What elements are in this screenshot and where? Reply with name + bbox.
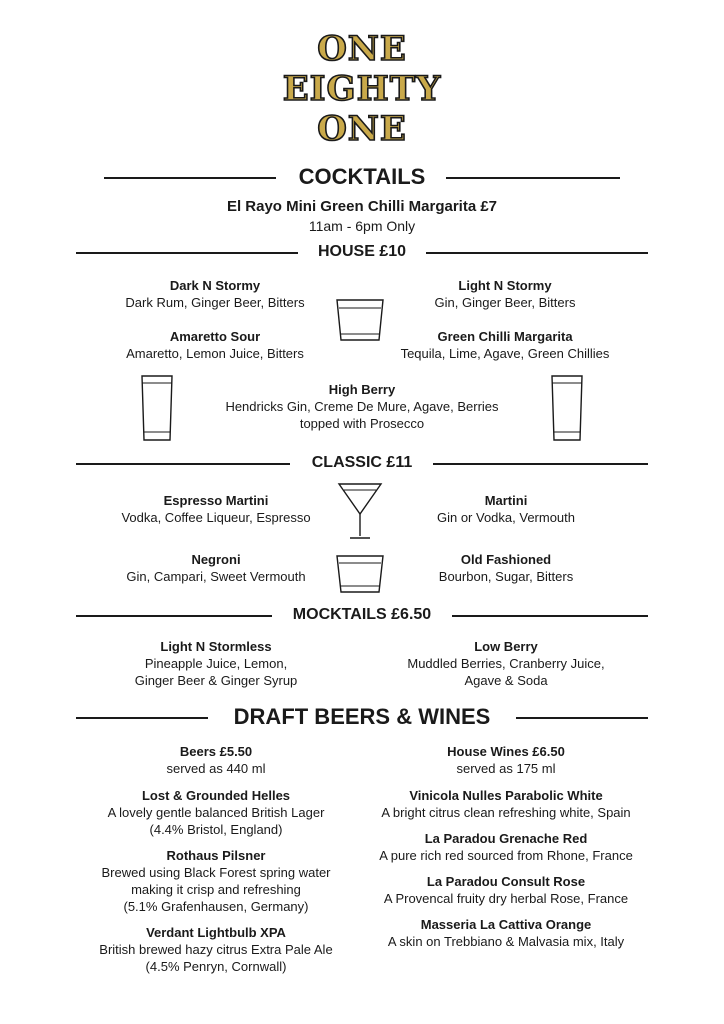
item-desc: Agave & Soda — [464, 673, 548, 688]
item-desc: Ginger Beer & Ginger Syrup — [134, 673, 298, 688]
item-name: La Paradou Consult Rose — [426, 874, 586, 889]
item-name: Low Berry — [474, 639, 538, 654]
item-desc: Brewed using Black Forest spring water — [101, 865, 331, 880]
item-desc: (4.5% Penryn, Cornwall) — [145, 959, 287, 974]
menu-item — [386, 492, 626, 526]
menu-item — [96, 638, 336, 689]
item-name: Martini — [484, 493, 528, 508]
wines-serve: served as 175 ml — [456, 761, 556, 776]
item-name: Espresso Martini — [163, 493, 269, 508]
menu-item — [385, 277, 625, 311]
item-desc: Dark Rum, Ginger Beer, Bitters — [125, 295, 305, 310]
rocks-glass-icon — [334, 553, 386, 595]
menu-item — [95, 277, 335, 311]
draft-heading: DRAFT BEERS & WINES — [233, 704, 491, 729]
menu-item — [192, 381, 532, 432]
beers-serve: served as 440 ml — [166, 761, 266, 776]
item-desc: A pure rich red sourced from Rhone, France — [379, 848, 633, 863]
item-desc: (4.4% Bristol, England) — [149, 822, 283, 837]
item-desc: Hendricks Gin, Creme De Mure, Agave, Berries — [225, 399, 499, 414]
house-heading: HOUSE £10 — [317, 243, 407, 260]
item-name: Amaretto Sour — [169, 329, 261, 344]
item-desc: A skin on Trebbiano & Malvasia mix, Italy — [387, 934, 625, 949]
item-name: Green Chilli Margarita — [437, 329, 573, 344]
item-desc: Gin, Campari, Sweet Vermouth — [126, 569, 306, 584]
item-desc: Gin, Ginger Beer, Bitters — [434, 295, 576, 310]
item-name: Old Fashioned — [460, 552, 552, 567]
item-name: Light N Stormy — [458, 278, 552, 293]
logo-line-one-bottom: ONE — [317, 109, 407, 149]
beers-title: Beers £5.50 — [179, 744, 253, 759]
item-desc: A Provencal fruity dry herbal Rose, France — [383, 891, 629, 906]
item-desc: British brewed hazy citrus Extra Pale Ale — [99, 942, 333, 957]
menu-item — [95, 328, 335, 362]
item-desc: making it crisp and refreshing — [131, 882, 301, 897]
item-name: Lost & Grounded Helles — [141, 788, 291, 803]
wines-column — [356, 743, 656, 950]
item-desc: Muddled Berries, Cranberry Juice, — [407, 656, 605, 671]
item-name: Masseria La Cattiva Orange — [420, 917, 592, 932]
item-desc: A lovely gentle balanced British Lager — [107, 805, 325, 820]
item-name: High Berry — [328, 382, 396, 397]
martini-glass-icon — [336, 480, 384, 542]
promo-title: El Rayo Mini Green Chilli Margarita £7 — [226, 198, 498, 215]
menu-item — [386, 551, 626, 585]
mocktails-heading: MOCKTAILS £6.50 — [292, 606, 432, 623]
beers-column — [76, 743, 356, 975]
rocks-glass-icon — [334, 296, 386, 344]
item-desc: A bright citrus clean refreshing white, Spain — [381, 805, 631, 820]
item-desc: Amaretto, Lemon Juice, Bitters — [126, 346, 304, 361]
item-name: Verdant Lightbulb XPA — [146, 925, 286, 940]
item-desc: Bourbon, Sugar, Bitters — [438, 569, 574, 584]
item-name: Vinicola Nulles Parabolic White — [409, 788, 603, 803]
menu-item — [376, 638, 636, 689]
item-desc: Vodka, Coffee Liqueur, Espresso — [121, 510, 311, 525]
highball-glass-icon — [549, 374, 585, 442]
item-name: La Paradou Grenache Red — [424, 831, 588, 846]
menu-item — [96, 492, 336, 526]
menu-item — [365, 328, 645, 362]
promo-time: 11am - 6pm Only — [308, 218, 416, 234]
cocktails-heading: COCKTAILS — [298, 164, 426, 189]
item-desc: Tequila, Lime, Agave, Green Chillies — [400, 346, 610, 361]
item-desc: topped with Prosecco — [299, 416, 425, 431]
menu-item — [96, 551, 336, 585]
classic-heading: CLASSIC £11 — [311, 454, 413, 471]
item-desc: (5.1% Grafenhausen, Germany) — [123, 899, 309, 914]
item-name: Negroni — [191, 552, 241, 567]
item-desc: Pineapple Juice, Lemon, — [144, 656, 288, 671]
item-name: Dark N Stormy — [169, 278, 261, 293]
wines-title: House Wines £6.50 — [447, 744, 565, 759]
item-desc: Gin or Vodka, Vermouth — [436, 510, 576, 525]
item-name: Rothaus Pilsner — [166, 848, 266, 863]
item-name: Light N Stormless — [160, 639, 272, 654]
logo-line-one: ONE — [317, 29, 407, 69]
highball-glass-icon — [139, 374, 175, 442]
logo-line-eighty: EIGHTY — [282, 69, 442, 109]
